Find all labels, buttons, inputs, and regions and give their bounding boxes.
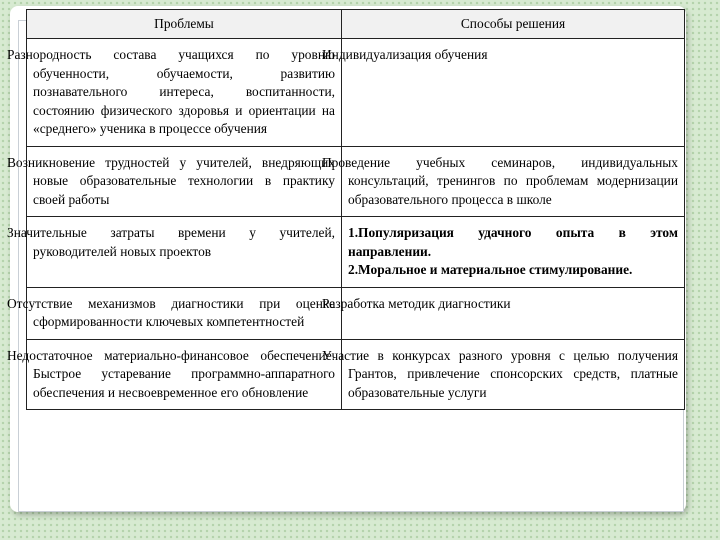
table-row [27,287,685,339]
problem-cell: Разнородность состава учащихся по уровню обученности, обучаемости, развитию познавательного интереса, воспитанности, состоянию физического здоровья и ориентации на «среднего» ученика в процессе обучения [27,39,342,147]
problem-cell: Отсутствие механизмов диагностики при оценке сформированности ключевых компетентностей [27,287,342,339]
table-header-row [27,10,685,39]
problem-cell: Значительные затраты времени у учителей, руководителей новых проектов [27,217,342,288]
problems-solutions-table [7,9,685,410]
solution-cell: Индивидуализация обучения [342,39,685,147]
solution-cell: Участие в конкурсах разного уровня с целью получения Грантов, привлечение спонсорских средств, платные образовательные услуги [342,339,685,410]
solution-item: 1.Популяризация удачного опыта в этом направлении. [348,225,678,259]
header-problems: Проблемы [27,10,342,39]
table-row [27,39,685,147]
solution-cell: Проведение учебных семинаров, индивидуальных консультаций, тренингов по проблемам модернизации образовательного процесса в школе [342,146,685,217]
table-row [27,146,685,217]
problem-cell: Недостаточное материально-финансовое обеспечение. Быстрое устаревание программно-аппаратного обеспечения и несвоевременное его обновление [27,339,342,410]
solution-item: 2.Моральное и материальное стимулирование. [348,262,633,277]
table-row [27,339,685,410]
header-solutions: Способы решения [342,10,685,39]
table-row [27,217,685,288]
solution-cell: Разработка методик диагностики [342,287,685,339]
problem-cell: Возникновение трудностей у учителей, внедряющих новые образовательные технологии в практику своей работы [27,146,342,217]
solution-cell [342,217,685,288]
